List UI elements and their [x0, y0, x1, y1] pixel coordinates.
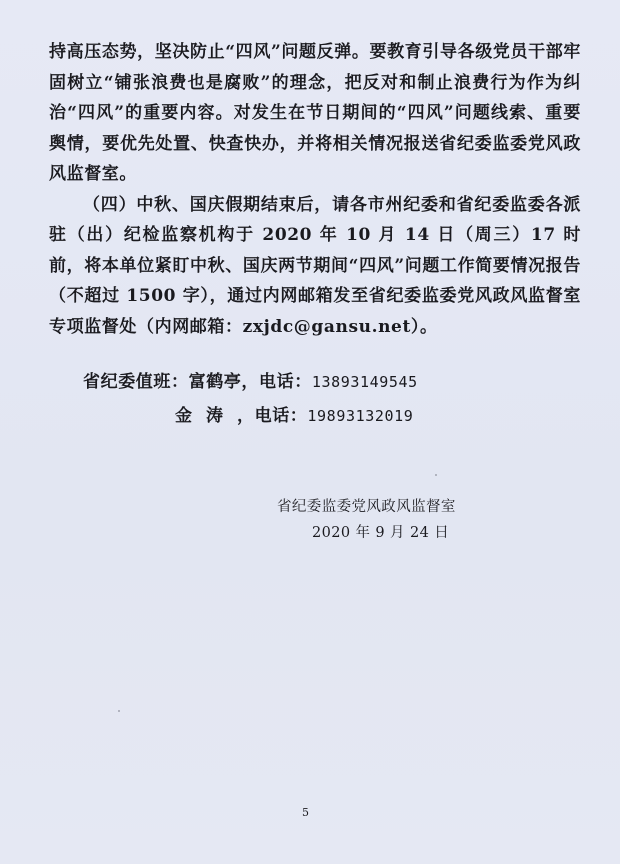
signature-date: 2020 年 9 月 24 日: [312, 525, 450, 541]
document-body: [49, 37, 581, 342]
duty-contact-line-1: [83, 367, 418, 392]
paragraph-continuation: 持高压态势，坚决防止“四风”问题反弹。要教育引导各级党员干部牢固树立“铺张浪费也是腐败”的理念，把反对和制止浪费行为作为纠治“四风”的重要内容。对发生在节日期间的“四风”问题线索、重要舆情，要优先处置、快查快办，并将相关情况报送省纪委监委党风政风监督室。: [49, 42, 581, 184]
scan-speck: [435, 474, 437, 476]
duty-label: 省纪委值班：: [83, 372, 189, 392]
duty-contact-line-2: [175, 401, 413, 426]
paragraph-item-four: （四）中秋、国庆假期结束后，请各市州纪委和省纪委监委各派驻（出）纪检监察机构于 2020 年 10 月 14 日（周三）17 时前，将本单位紧盯中秋、国庆两节期间“四风”问题工作简要情况报告（不超过 1500 字），通过内网邮箱发至省纪委监委党风政风监督室专项监督处（内网邮箱：zxjdc@gansu.net）。: [49, 194, 581, 337]
separator: ，: [241, 372, 260, 392]
separator: ，: [237, 406, 255, 426]
phone-label: 电话：: [254, 406, 308, 426]
page-number: 5: [302, 806, 309, 819]
phone-label: 电话：: [259, 372, 312, 392]
duty-person-1: 富鹤亭: [188, 372, 242, 392]
duty-person-2: 金涛: [175, 406, 237, 426]
signature-organization: 省纪委监委党风政风监督室: [277, 499, 456, 515]
scan-speck: [118, 710, 120, 712]
duty-phone-1: 13893149545: [311, 373, 418, 391]
duty-phone-2: 19893132019: [307, 407, 414, 425]
